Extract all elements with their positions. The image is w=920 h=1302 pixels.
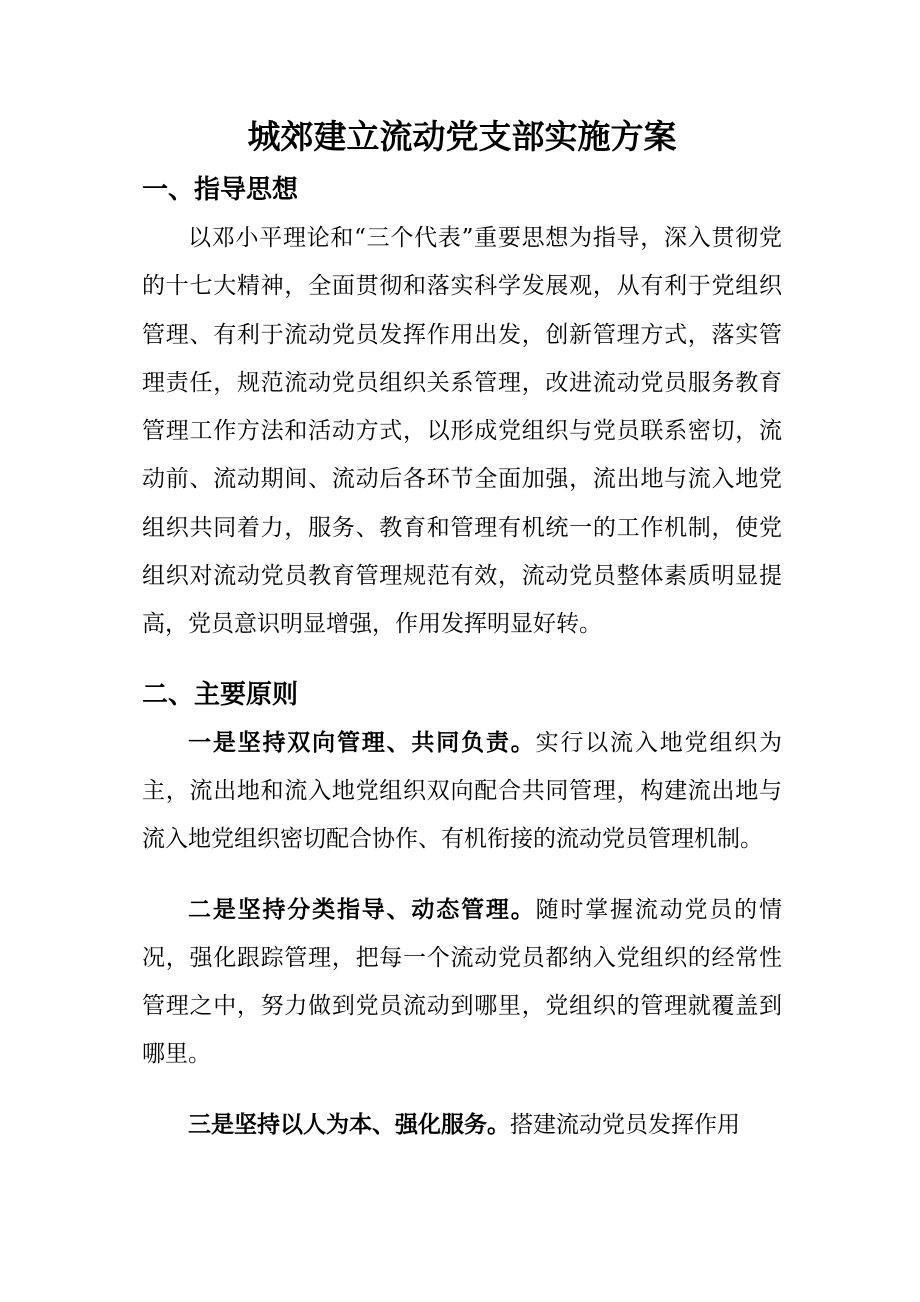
section-heading-guiding-ideology: 一、指导思想 bbox=[142, 175, 299, 205]
guiding-ideology-paragraph: 以邓小平理论和“三个代表”重要思想为指导，深入贯彻党的十七大精神，全面贯彻和落实科学发展观，从有利于党组织管理、有利于流动党员发挥作用出发，创新管理方式，落实管理责任，规范流动党员组织关系管理，改进流动党员服务教育管理工作方法和活动方式，以形成党组织与党员联系密切，流动前、流动期间、流动后各环节全面加强，流出地与流入地党组织共同着力，服务、教育和管理有机统一的工作机制，使党组织对流动党员教育管理规范有效，流动党员整体素质明显提高，党员意识明显增强，作用发挥明显好转。 bbox=[142, 225, 782, 638]
principle-paragraph-1 bbox=[142, 719, 782, 864]
paragraph-spacer bbox=[142, 864, 782, 886]
principle-text-3: 搭建流动党员发挥作用 bbox=[510, 1111, 740, 1138]
principle-lead-3: 三是坚持以人为本、强化服务。 bbox=[188, 1111, 510, 1138]
principle-paragraph-2 bbox=[142, 886, 782, 1079]
principle-lead-2: 二是坚持分类指导、动态管理。 bbox=[188, 896, 536, 923]
principle-paragraph-3 bbox=[142, 1101, 782, 1149]
principle-text-1: 实行以流入地党组织为主，流出地和流入地党组织双向配合共同管理，构建流出地与流入地党组织密切配合协作、有机衔接的流动党员管理机制。 bbox=[142, 729, 783, 853]
paragraph-spacer bbox=[142, 1079, 782, 1101]
document-body bbox=[142, 108, 782, 1149]
principle-lead-1: 一是坚持双向管理、共同负责。 bbox=[188, 729, 536, 756]
section-heading-main-principles: 二、主要原则 bbox=[142, 679, 299, 710]
document-title: 城郊建立流动党支部实施方案 bbox=[247, 117, 677, 156]
principle-text-2: 随时掌握流动党员的情况，强化跟踪管理，把每一个流动党员都纳入党组织的经常性管理之中，努力做到党员流动到哪里，党组织的管理就覆盖到哪里。 bbox=[142, 896, 783, 1068]
section-spacer bbox=[142, 649, 782, 671]
